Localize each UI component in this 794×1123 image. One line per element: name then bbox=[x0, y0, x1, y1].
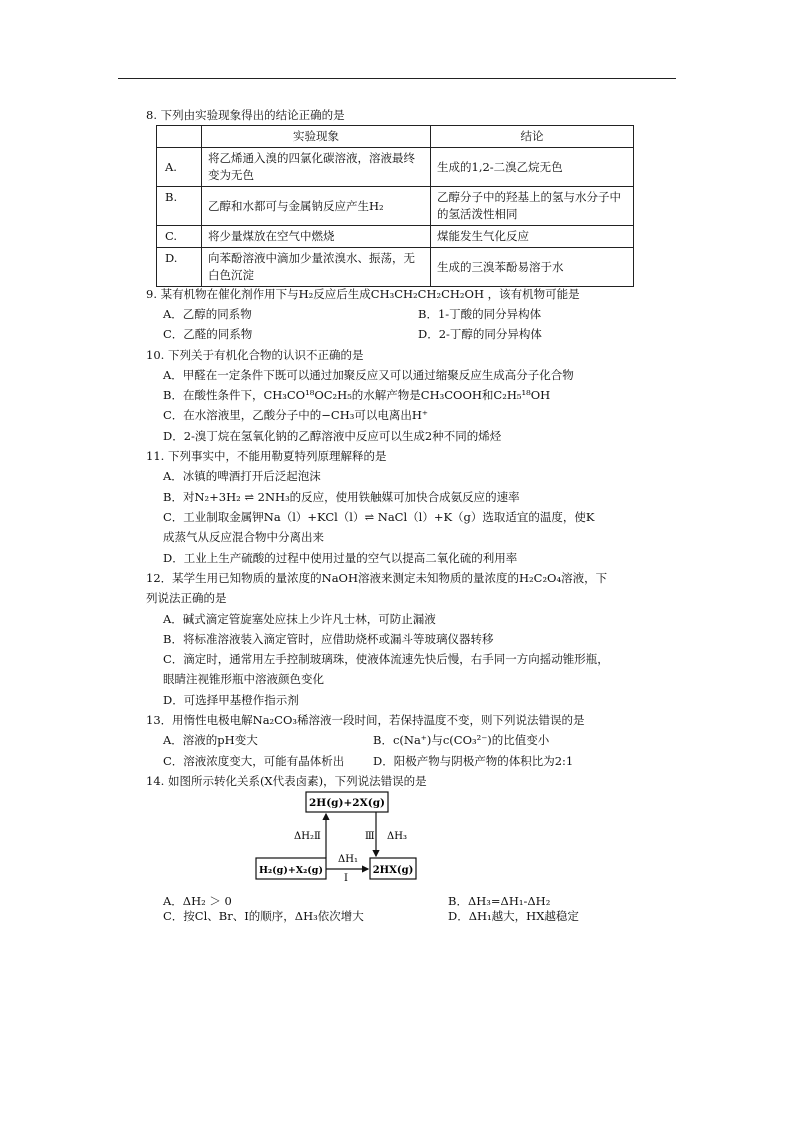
q8-stem: 8. 下列由实验现象得出的结论正确的是 bbox=[146, 108, 345, 122]
phenomenon-cell: 乙醇和水都可与金属钠反应产生H₂ bbox=[202, 187, 431, 226]
phenomenon-cell: 将乙烯通入溴的四氯化碳溶液，溶液最终变为无色 bbox=[202, 148, 431, 187]
conclusion-cell: 生成的1,2-二溴乙烷无色 bbox=[431, 148, 634, 187]
q13-option-b: B．c(Na⁺)与c(CO₃²⁻)的比值变小 bbox=[373, 733, 550, 747]
q12-option-a: A．碱式滴定管旋塞处应抹上少许凡士林，可防止漏液 bbox=[163, 612, 436, 626]
q12-stem: 12．某学生用已知物质的量浓度的NaOH溶液来测定未知物质的量浓度的H₂C₂O₄溶液，下 bbox=[146, 571, 608, 585]
q13-option-a: A．溶液的pH变大 bbox=[163, 733, 258, 747]
q13-option-d: D．阳极产物与阴极产物的体积比为2:1 bbox=[373, 754, 574, 768]
header-phenomenon: 实验现象 bbox=[202, 126, 431, 148]
q12-stem-cont: 列说法正确的是 bbox=[146, 591, 227, 605]
conclusion-cell: 乙醇分子中的羟基上的氢与水分子中的氢活泼性相同 bbox=[431, 187, 634, 226]
i-label: Ⅰ bbox=[344, 873, 348, 884]
header-conclusion: 结论 bbox=[431, 126, 634, 148]
q13-stem: 13．用惰性电极电解Na₂CO₃稀溶液一段时间，若保持温度不变，则下列说法错误的是 bbox=[146, 713, 585, 727]
q11-option-c-cont: 成蒸气从反应混合物中分离出来 bbox=[163, 530, 324, 544]
q13-option-c: C．溶液浓度变大，可能有晶体析出 bbox=[163, 754, 345, 768]
option-label: B. bbox=[157, 187, 202, 226]
top-box-label: 2H(g)+2X(g) bbox=[308, 797, 386, 809]
q10-option-b: B．在酸性条件下，CH₃CO¹⁸OC₂H₅的水解产物是CH₃COOH和C₂H₅¹⁸OH bbox=[163, 388, 551, 402]
q11-option-b: B．对N₂+3H₂ ⇌ 2NH₃的反应，使用铁触媒可加快合成氨反应的速率 bbox=[163, 490, 520, 504]
q9-option-b: B．1-丁酸的同分异构体 bbox=[418, 307, 542, 321]
iii-label: Ⅲ bbox=[365, 831, 375, 842]
table-row bbox=[157, 226, 634, 248]
option-label: C. bbox=[157, 226, 202, 248]
q12-option-b: B．将标准溶液装入滴定管时，应借助烧杯或漏斗等玻璃仪器转移 bbox=[163, 632, 494, 646]
q12-option-c: C．滴定时，通常用左手控制玻璃珠，使液体流速先快后慢，右手同一方向摇动锥形瓶， bbox=[163, 652, 609, 666]
q12-option-c-cont: 眼睛注视锥形瓶中溶液颜色变化 bbox=[163, 672, 324, 686]
conclusion-cell: 生成的三溴苯酚易溶于水 bbox=[431, 248, 634, 287]
q10-stem: 10. 下列关于有机化合物的认识不正确的是 bbox=[146, 348, 364, 362]
q14-option-a: A．ΔH₂ ＞ 0 bbox=[163, 894, 232, 908]
table-row bbox=[157, 248, 634, 287]
conclusion-cell: 煤能发生气化反应 bbox=[431, 226, 634, 248]
right-box-label: 2HX(g) bbox=[372, 865, 414, 876]
q9-option-a: A．乙醇的同系物 bbox=[163, 307, 252, 321]
q11-stem: 11. 下列事实中，不能用勒夏特列原理解释的是 bbox=[146, 449, 387, 463]
dh2-label: ΔH₂ bbox=[294, 831, 314, 842]
q11-option-d: D．工业上生产硫酸的过程中使用过量的空气以提高二氧化硫的利用率 bbox=[163, 551, 518, 565]
option-label: A. bbox=[157, 148, 202, 187]
q10-option-a: A．甲醛在一定条件下既可以通过加聚反应又可以通过缩聚反应生成高分子化合物 bbox=[163, 368, 574, 382]
dh1-label: ΔH₁ bbox=[338, 854, 358, 865]
left-box-label: H₂(g)+X₂(g) bbox=[259, 865, 323, 876]
q14-option-b: B．ΔH₃=ΔH₁-ΔH₂ bbox=[448, 894, 551, 908]
option-label: D. bbox=[157, 248, 202, 287]
phenomenon-cell: 将少量煤放在空气中燃烧 bbox=[202, 226, 431, 248]
q14-option-d: D．ΔH₁越大，HX越稳定 bbox=[448, 909, 579, 923]
q11-option-a: A．冰镇的啤酒打开后泛起泡沫 bbox=[163, 469, 321, 483]
q10-option-c: C．在水溶液里，乙酸分子中的−CH₃可以电离出H⁺ bbox=[163, 408, 428, 422]
energy-cycle-diagram bbox=[250, 790, 450, 885]
dh3-label: ΔH₃ bbox=[387, 831, 407, 842]
q14-stem: 14. 如图所示转化关系(X代表卤素)，下列说法错误的是 bbox=[146, 774, 427, 788]
q9-option-c: C．乙醛的同系物 bbox=[163, 327, 253, 341]
table-row bbox=[157, 148, 634, 187]
q11-option-c: C．工业制取金属钾Na（l）+KCl（l）⇌ NaCl（l）+K（g）选取适宜的温度，使K bbox=[163, 510, 595, 524]
table-header-row bbox=[157, 126, 634, 148]
q9-option-d: D．2-丁醇的同分异构体 bbox=[418, 327, 542, 341]
header-rule bbox=[118, 78, 676, 79]
q9-stem: 9. 某有机物在催化剂作用下与H₂反应后生成CH₃CH₂CH₂CH₂OH ，该有机物可能是 bbox=[146, 287, 580, 301]
table-row bbox=[157, 187, 634, 226]
phenomenon-cell: 向苯酚溶液中滴加少量浓溴水、振荡，无白色沉淀 bbox=[202, 248, 431, 287]
q12-option-d: D．可选择甲基橙作指示剂 bbox=[163, 693, 299, 707]
q8-table bbox=[156, 125, 634, 287]
q14-option-c: C．按Cl、Br、I的顺序，ΔH₃依次增大 bbox=[163, 909, 364, 923]
ii-label: Ⅱ bbox=[314, 831, 321, 842]
q10-option-d: D．2-溴丁烷在氢氧化钠的乙醇溶液中反应可以生成2种不同的烯烃 bbox=[163, 429, 502, 443]
